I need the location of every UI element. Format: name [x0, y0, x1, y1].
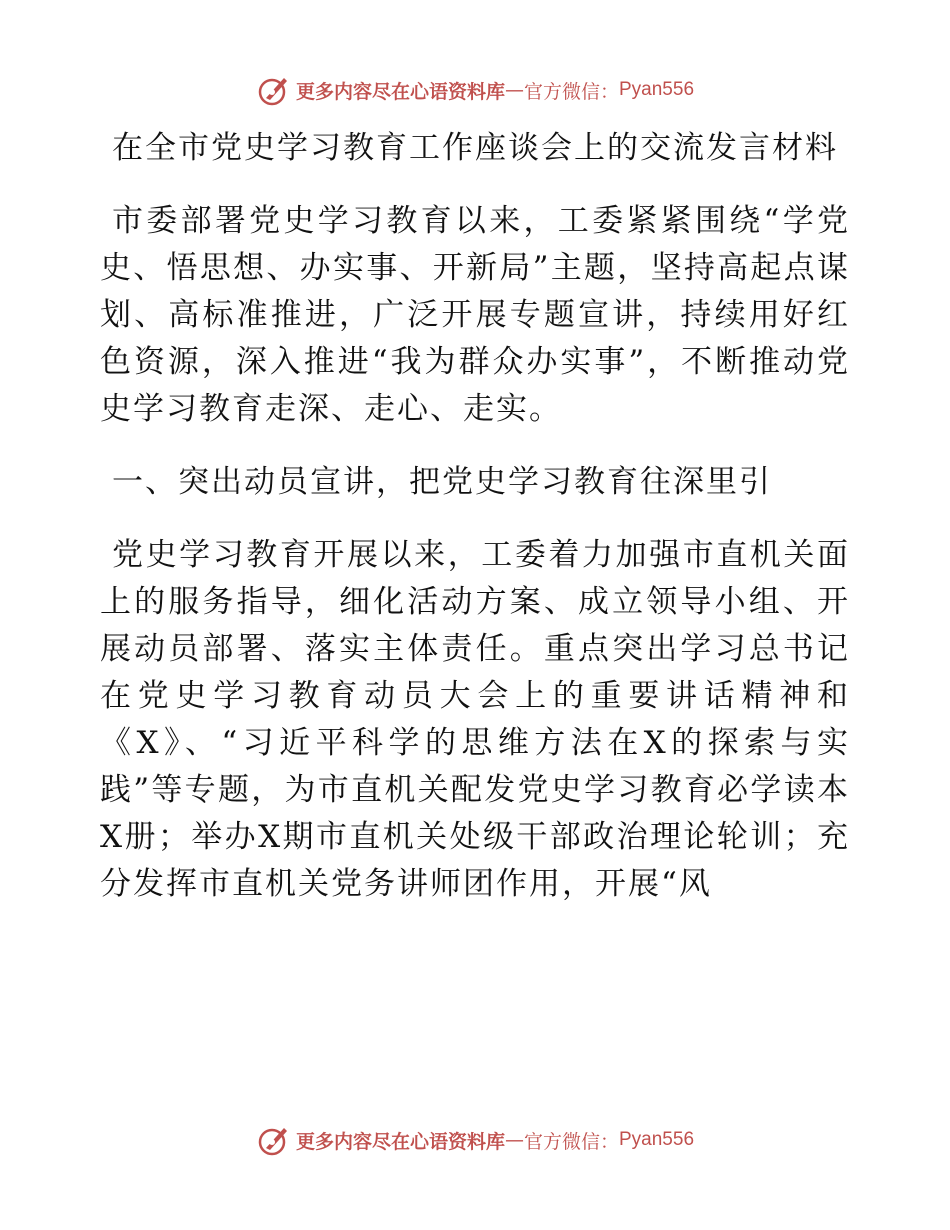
document-body [100, 125, 850, 908]
paragraph-intro: 市委部署党史学习教育以来，工委紧紧围绕“学党史、悟思想、办实事、开新局”主题，坚持高起点谋划、高标准推进，广泛开展专题宣讲，持续用好红色资源，深入推进“我为群众办实事”，不断推动党史学习教育走深、走心、走实。 [100, 203, 850, 427]
section-heading-1: 一、突出动员宣讲，把党史学习教育往深里引 [112, 464, 772, 500]
banner-wechat-label: 官方微信： [523, 1130, 619, 1153]
paragraph-section-1: 党史学习教育开展以来，工委着力加强市直机关面上的服务指导，细化活动方案、成立领导小组、开展动员部署、落实主体责任。重点突出学习总书记在党史学习教育动员大会上的重要讲话精神和《X》、“习近平科学的思维方法在X的探索与实践”等专题，为市直机关配发党史学习教育必学读本X册；举办X期市直机关处级干部政治理论轮训；充分发挥市直机关党务讲师团作用，开展“风 [100, 537, 850, 902]
banner-wechat-id: Pyan556 [619, 1129, 695, 1150]
quill-circle-logo-icon [256, 1122, 292, 1158]
banner-wechat-id: Pyan556 [619, 79, 695, 100]
banner-main-text: 更多内容尽在心语资料库 [295, 80, 505, 103]
banner-separator: — [504, 1129, 524, 1151]
banner-separator: — [504, 79, 524, 101]
banner-main-text: 更多内容尽在心语资料库 [295, 1130, 505, 1153]
quill-circle-logo-icon [256, 72, 292, 108]
footer-banner [0, 1120, 950, 1160]
document-title: 在全市党史学习教育工作座谈会上的交流发言材料 [112, 130, 838, 166]
banner-wechat-label: 官方微信： [523, 80, 619, 103]
header-banner [0, 70, 950, 110]
